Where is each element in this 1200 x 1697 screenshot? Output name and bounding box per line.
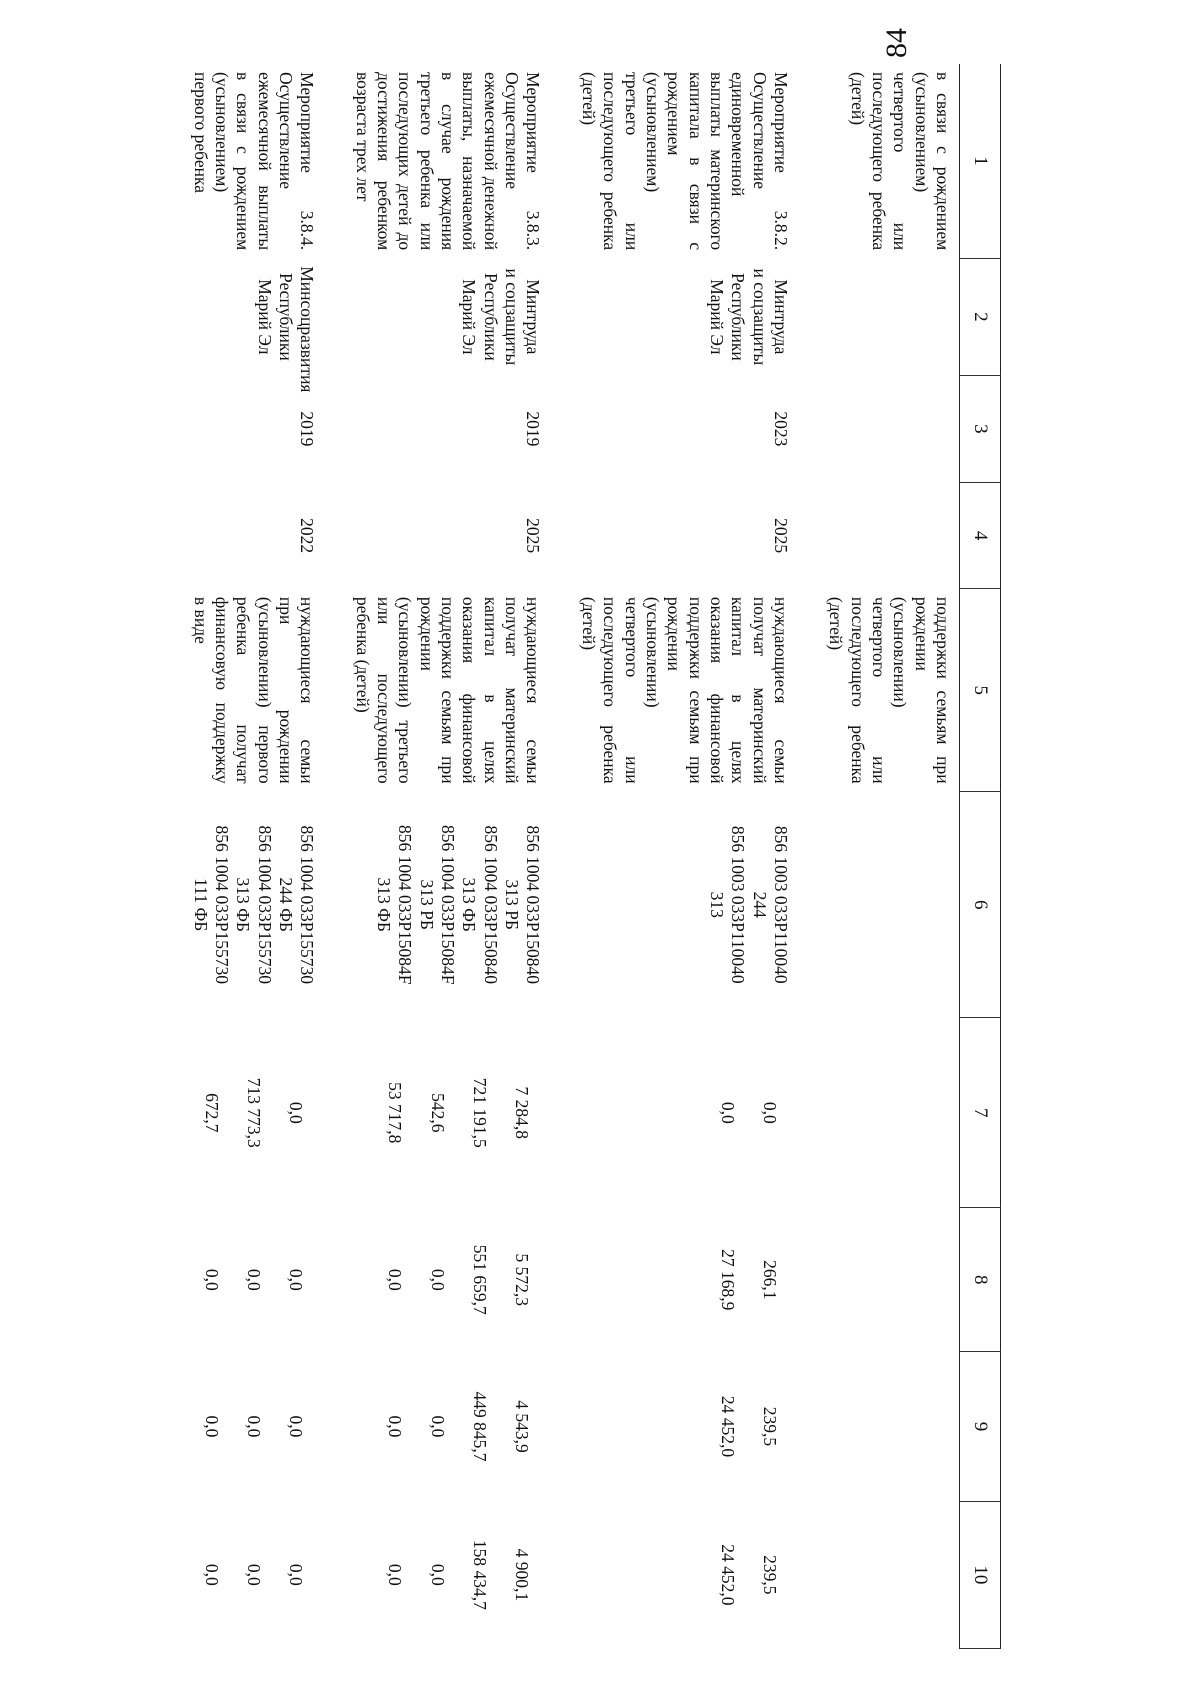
responsible-cell: Минтруда и соцзащиты Республики Марий Эл	[459, 268, 544, 366]
start-year-cell: 2019	[523, 411, 544, 447]
value-cell: 0,0 0,0 0,0	[201, 1268, 307, 1291]
column-header: 7	[960, 1018, 1001, 1208]
responsible-cell: Минсоцразвития Республики Марий Эл	[254, 266, 318, 393]
column-header: 2	[960, 258, 1001, 375]
budget-code-cell: 856 1004 033Р155730 244 ФБ 856 1004 033Р155730 313 ФБ 856 1004 033Р155730 111 ФБ	[190, 825, 318, 984]
start-year-cell: 2019	[297, 411, 318, 447]
responsible-cell	[825, 258, 960, 375]
column-header: 3	[960, 376, 1001, 483]
column-header: 10	[960, 1501, 1001, 1648]
value-cell: 0,0 0,0 0,0	[201, 1415, 307, 1438]
column-header: 5	[960, 589, 1001, 792]
budget-code-cell	[825, 792, 960, 1018]
value-cell: 4 900,1 158 434,7 0,0 0,0	[385, 1539, 533, 1610]
end-year-cell: 2025	[770, 518, 791, 554]
table-row	[825, 64, 960, 1649]
column-header: 4	[960, 482, 1001, 589]
column-header: 9	[960, 1352, 1001, 1501]
value-cell: 266,1 27 168,9	[717, 1249, 780, 1311]
responsible-cell: Минтруда и соцзащиты Республики Марий Эл	[706, 268, 791, 366]
value-cell	[825, 1208, 960, 1352]
program-activities-table	[189, 64, 1001, 1649]
expected-result-cell: нуждающиеся семьи получат материнский капитал в целях оказания финансовой поддержки семьям при рождении (усыновлении) третьего или последующего ребенка (детей)	[352, 596, 544, 784]
table-row	[578, 64, 791, 1649]
end-year-cell	[825, 482, 960, 589]
row-spacer	[317, 64, 351, 1649]
activity-name-cell: Мероприятие 3.8.4. Осуществление ежемесячной выплаты в связи с рождением (усыновлением) первого ребенка	[190, 72, 318, 251]
expected-result-cell: поддержки семьям при рождении (усыновлении) четвертого или последующего ребенка (детей)	[826, 596, 953, 784]
column-header: 1	[960, 64, 1001, 258]
column-header: 6	[960, 792, 1001, 1018]
budget-code-cell: 856 1003 033Р110040 244 856 1003 033Р110040 313	[706, 825, 791, 984]
value-cell: 0,0 0,0 0,0	[201, 1563, 307, 1586]
value-cell	[825, 1501, 960, 1648]
end-year-cell: 2022	[297, 518, 318, 554]
activity-name-cell: Мероприятие 3.8.2. Осуществление единовременной выплаты материнского капитала в связи с рождением (усыновлением) третьего или последующего ребенка (детей)	[578, 72, 791, 251]
activity-name-cell: Мероприятие 3.8.3. Осуществление ежемесячной денежной выплаты, назначаемой в случае рождения третьего ребенка или последующих детей до достижения ребенком возраста трех лет	[352, 72, 544, 251]
end-year-cell: 2025	[523, 518, 544, 554]
value-cell: 5 572,3 551 659,7 0,0 0,0	[385, 1244, 533, 1315]
expected-result-cell: нуждающиеся семьи получат материнский капитал в целях оказания финансовой поддержки семьям при рождении (усыновлении) четвертого или последующего ребенка (детей)	[578, 596, 791, 784]
budget-code-cell: 856 1004 033Р150840 313 РБ 856 1004 033Р150840 313 ФБ 856 1004 033Р15084F 313 РБ 856 1004 033Р15084F 313 ФБ	[374, 825, 544, 985]
value-cell	[825, 1352, 960, 1501]
value-cell: 0,0 0,0	[717, 1101, 780, 1124]
header-row	[960, 64, 1001, 1649]
expected-result-cell: нуждающиеся семьи при рождении (усыновлении) первого ребенка получат финансовую поддержку в виде	[190, 596, 318, 784]
activity-name-cell: в связи с рождением (усыновлением) четвертого или последующего ребенка (детей)	[847, 72, 953, 251]
page-number: 84	[880, 28, 913, 58]
value-cell: 4 543,9 449 845,7 0,0 0,0	[385, 1391, 533, 1462]
start-year-cell	[825, 376, 960, 483]
rotated-table-container	[190, 64, 1001, 1649]
value-cell: 239,5 24 452,0	[717, 1395, 780, 1458]
value-cell: 7 284,8 721 191,5 542,6 53 717,8	[385, 1077, 533, 1148]
row-spacer	[544, 64, 578, 1649]
row-spacer	[791, 64, 825, 1649]
column-header: 8	[960, 1208, 1001, 1352]
table-row	[351, 64, 543, 1649]
value-cell: 239,5 24 452,0	[717, 1544, 780, 1606]
start-year-cell: 2023	[770, 411, 791, 447]
value-cell	[825, 1018, 960, 1208]
value-cell: 0,0 713 773,3 672,7	[201, 1077, 307, 1148]
table-row	[189, 64, 317, 1649]
